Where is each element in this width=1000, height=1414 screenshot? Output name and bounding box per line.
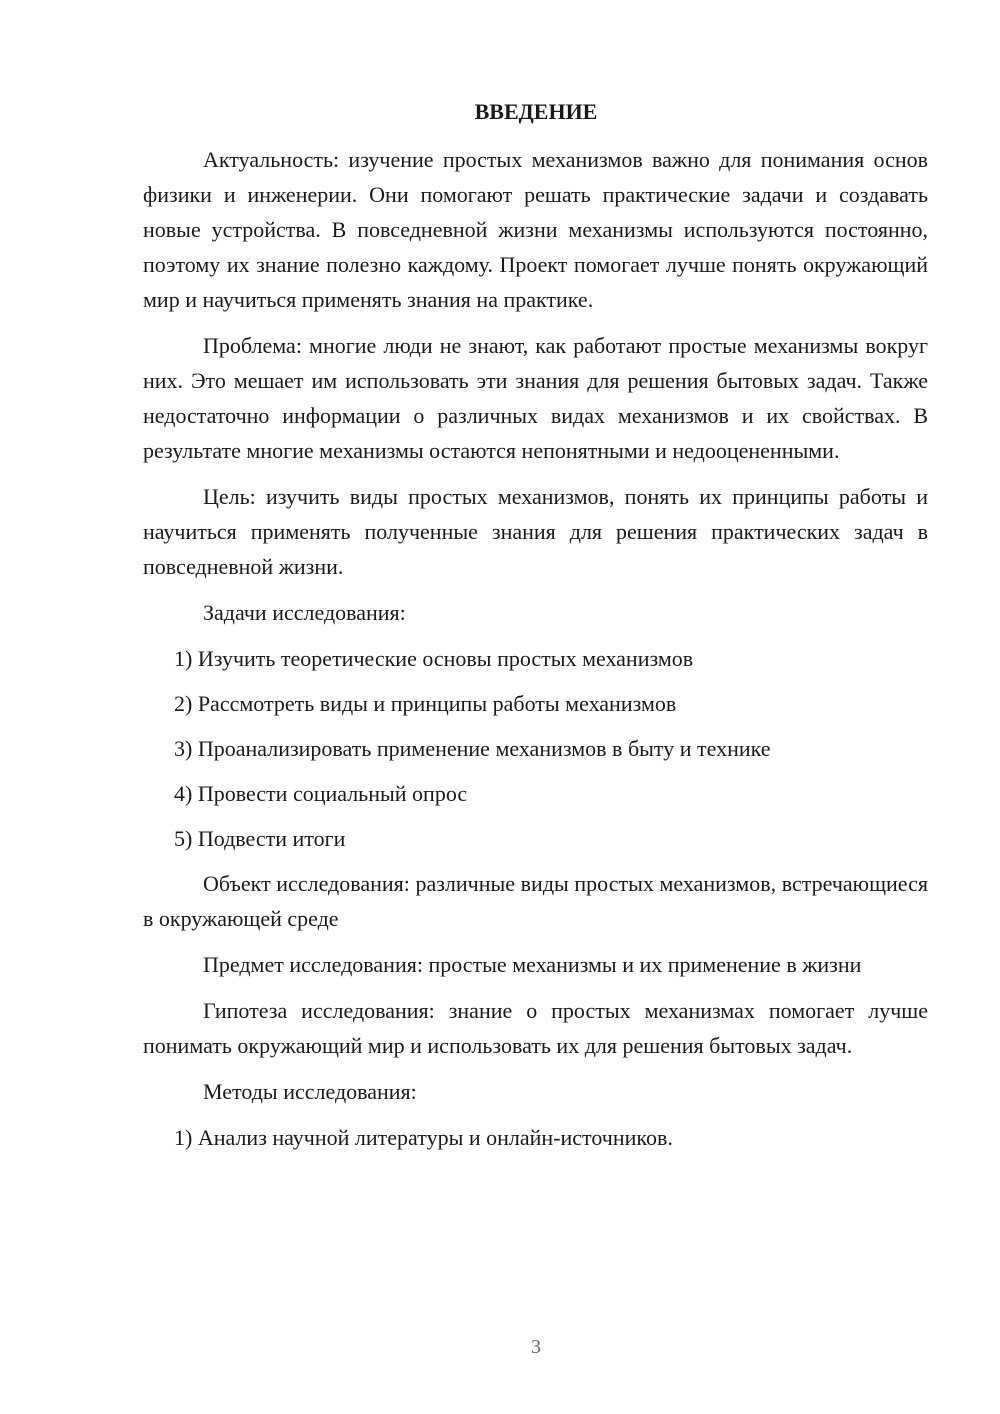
task-item: 4) Провести социальный опрос [174, 781, 468, 806]
method-item: 1) Анализ научной литературы и онлайн-источников. [174, 1125, 673, 1150]
relevance-paragraph: Актуальность: изучение простых механизмов важно для понимания основ физики и инженерии. Они помогают решать практические задачи и создавать новые устройства. В повседневной жизни механизмы используются постоянно, поэтому их знание полезно каждому. Проект помогает лучше понять окружающий мир и научиться применять знания на практике. [143, 147, 928, 312]
section-title: ВВЕДЕНИЕ [474, 99, 598, 124]
goal-paragraph: Цель: изучить виды простых механизмов, понять их принципы работы и научиться применять полученные знания для решения практических задач в повседневной жизни. [143, 484, 928, 579]
subject-paragraph: Предмет исследования: простые механизмы и их применение в жизни [203, 952, 862, 977]
tasks-list [143, 641, 928, 856]
task-item: 5) Подвести итоги [174, 826, 346, 851]
document-body [143, 142, 928, 1165]
page-number: 3 [531, 1336, 541, 1358]
problem-paragraph: Проблема: многие люди не знают, как работают простые механизмы вокруг них. Это мешает им использовать эти знания для решения бытовых задач. Также недостаточно информации о различных видах механизмов и их свойствах. В результате многие механизмы остаются непонятными и недооцененными. [143, 333, 928, 463]
object-paragraph: Объект исследования: различные виды простых механизмов, встречающиеся в окружающей среде [143, 871, 928, 931]
methods-heading: Методы исследования: [203, 1079, 417, 1104]
task-item: 2) Рассмотреть виды и принципы работы механизмов [174, 691, 677, 716]
hypothesis-paragraph: Гипотеза исследования: знание о простых механизмах помогает лучше понимать окружающий мир и использовать их для решения бытовых задач. [143, 998, 928, 1058]
methods-list [143, 1120, 928, 1155]
tasks-heading: Задачи исследования: [203, 600, 406, 625]
task-item: 3) Проанализировать применение механизмов в быту и технике [174, 736, 771, 761]
task-item: 1) Изучить теоретические основы простых механизмов [174, 646, 694, 671]
